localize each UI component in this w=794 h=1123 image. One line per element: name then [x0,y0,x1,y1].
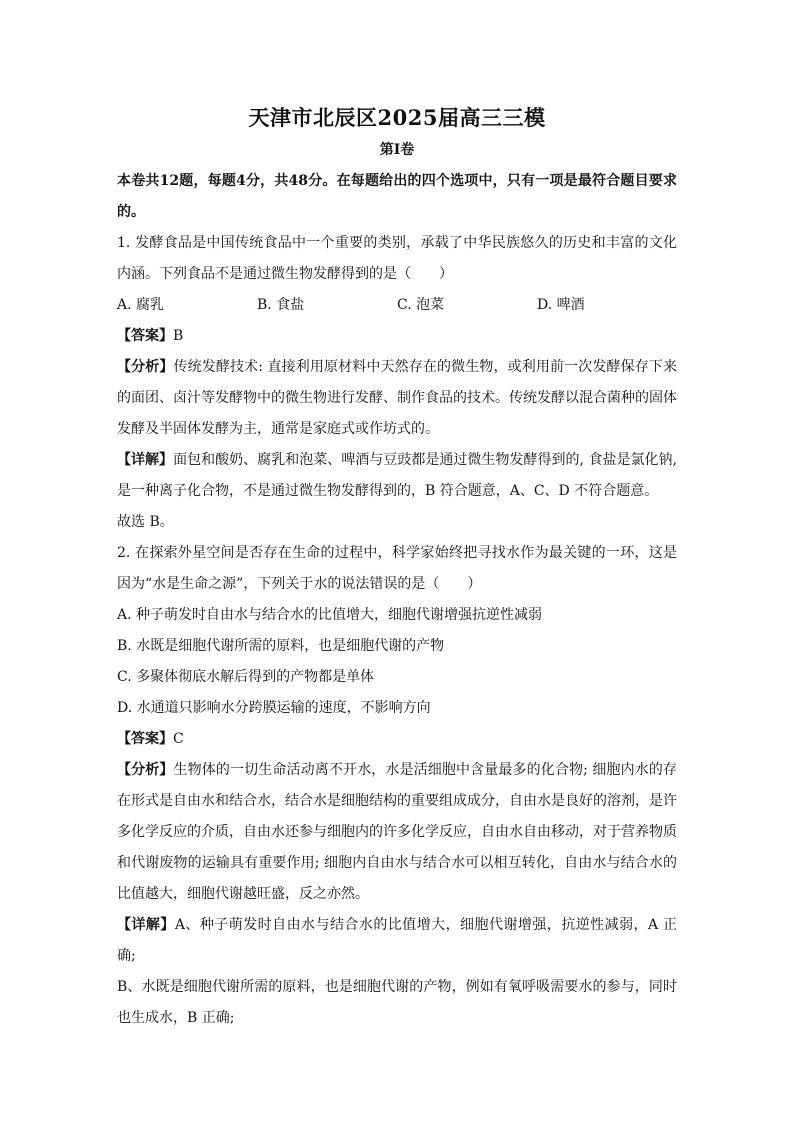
question-2-answer [117,724,677,755]
question-2-detail [117,910,677,972]
detail-tag: 【详解】 [117,452,174,468]
question-1-options [117,290,677,321]
question-1-option-d: D. 啤酒 [537,297,585,313]
question-2-detail-a: A、种子萌发时自由水与结合水的比值增大，细胞代谢增强，抗逆性减弱，A 正确; [117,917,678,964]
volume-heading: 第I卷 [379,142,415,158]
question-2-option-c: C. 多聚体彻底水解后得到的产物都是单体 [117,669,375,685]
detail-tag: 【详解】 [117,917,175,933]
question-2-option-b: B. 水既是细胞代谢所需的原料，也是细胞代谢的产物 [117,638,445,654]
question-1-answer-value: B [173,328,184,344]
question-1-option-b: B. 食盐 [257,297,305,313]
page-title: 天津市北辰区2025届高三三模 [248,105,546,130]
document-page [117,104,677,1034]
question-2-answer-value: C [173,731,184,747]
question-1-option-c: C. 泡菜 [397,297,445,313]
section-instructions: 本卷共12题，每题4分，共48分。在每题给出的四个选项中，只有一项是最符合题目要求的。 [117,173,677,220]
answer-tag: 【答案】 [117,731,173,747]
question-1-detail-text: 面包和酸奶、腐乳和泡菜、啤酒与豆豉都是通过微生物发酵得到的, 食盐是氯化钠, 是一种离子化合物，不是通过微生物发酵得到的，B 符合题意，A、C、D 不符合题意。 [117,452,678,499]
question-1-answer [117,321,677,352]
answer-tag: 【答案】 [117,328,173,344]
question-2-option-a: A. 种子萌发时自由水与结合水的比值增大，细胞代谢增强抗逆性减弱 [117,607,543,623]
analysis-tag: 【分析】 [117,359,174,375]
question-1-analysis-text: 传统发酵技术: 直接利用原材料中天然存在的微生物，或利用前一次发酵保存下来的面团、卤汁等发酵物中的微生物进行发酵、制作食品的技术。传统发酵以混合菌种的固体发酵及半固体发酵为主，通常是家庭式或作坊式的。 [117,359,677,437]
question-2-stem: 2. 在探索外星空间是否存在生命的过程中，科学家始终把寻找水作为最关键的一环，这是因为“水是生命之源”，下列关于水的说法错误的是（ ） [117,545,677,592]
question-2-detail-b: B、水既是细胞代谢所需的原料，也是细胞代谢的产物，例如有氧呼吸需要水的参与，同时也生成水，B 正确; [117,979,677,1026]
question-1-detail [117,445,677,507]
question-1-stem: 1. 发酵食品是中国传统食品中一个重要的类别，承载了中华民族悠久的历史和丰富的文化内涵。下列食品不是通过微生物发酵得到的是（ ） [117,235,677,282]
question-2-analysis [117,755,677,910]
question-1-option-a: A. 腐乳 [117,297,165,313]
question-2-analysis-text: 生物体的一切生命活动离不开水，水是活细胞中含量最多的化合物; 细胞内水的存在形式是自由水和结合水，结合水是细胞结构的重要组成成分，自由水是良好的溶剂，是许多化学反应的介质，自由水还参与细胞内的许多化学反应，自由水自由移动，对于营养物质和代谢废物的运输具有重要作用; 细胞内自由水与结合水可以相互转化，自由水与结合水的比值越大，细胞代谢越旺盛，反之亦然。 [117,762,677,902]
question-1-conclusion: 故选 B。 [117,514,174,530]
question-1-analysis [117,352,677,445]
analysis-tag: 【分析】 [117,762,174,778]
question-2-option-d: D. 水通道只影响水分跨膜运输的速度，不影响方向 [117,700,431,716]
